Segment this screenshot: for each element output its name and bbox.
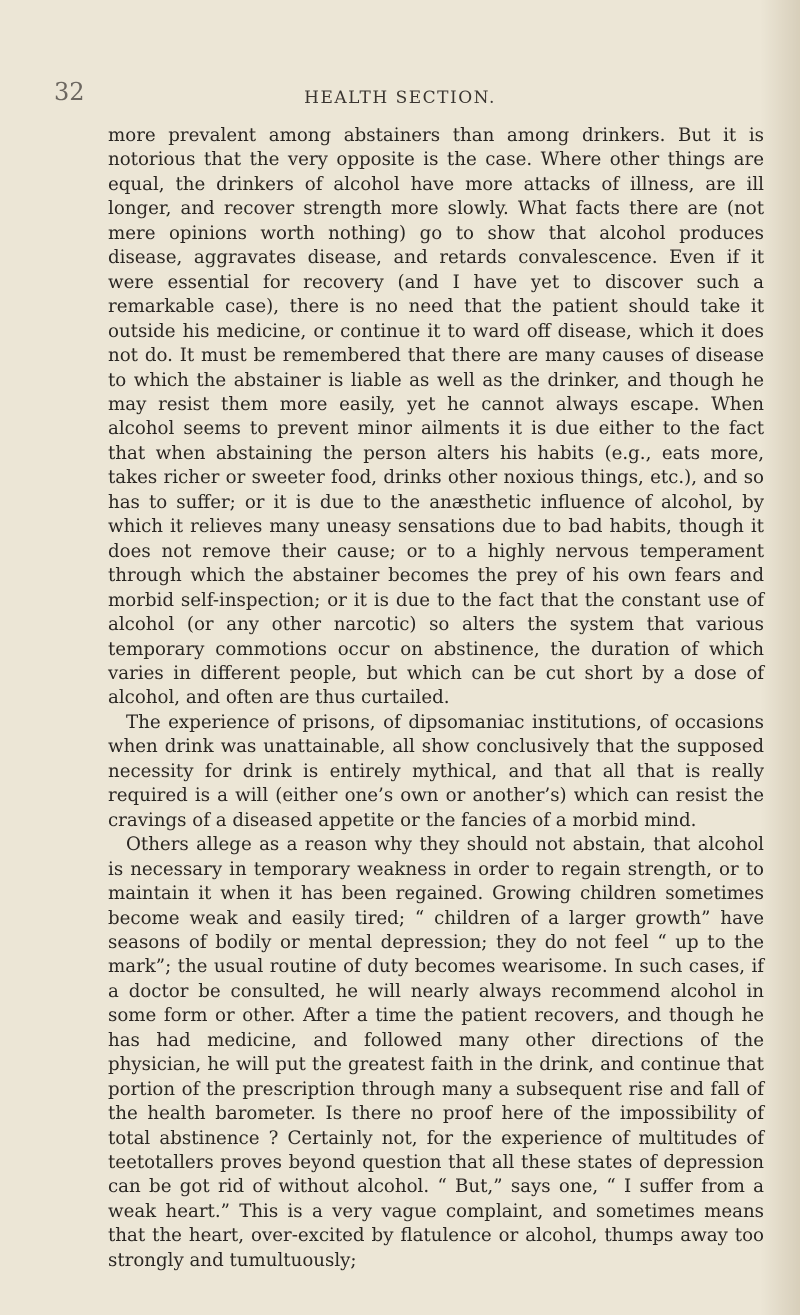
paragraph-3: Others allege as a reason why they should not abstain, that alcohol is necessary in temporary weakness in order to regain strength, or to maintain it when it has been regained. Growing children sometimes become weak and easily tired; “ children of a larger growth” have seasons of bodily or mental depression; they do not feel “ up to the mark”; the usual routine of duty becomes wearisome. In such cases, if a doctor be consulted, he will nearly always recommend alcohol in some form or other. After a time the patient recovers, and though he has had medicine, and followed many other directions of the physician, he will put the greatest faith in the drink, and continue that portion of the prescription through many a subsequent rise and fall of the health barometer. Is there no proof here of the impossibility of total abstinence ? Certainly not, for the experience of multitudes of teetotallers proves beyond question that all these states of depression can be got rid of without alcohol. “ But,” says one, “ I suffer from a weak heart.” This is a very vague complaint, and sometimes means that the heart, over-excited by flatulence or alcohol, thumps away too strongly and tumultuously; — [108, 834, 764, 1271]
paragraph-2: The experience of prisons, of dipsomaniac institutions, of occasions when drink was unattainable, all show conclusively that the supposed necessity for drink is entirely mythical, and that all that is really required is a will (either one’s own or another’s) which can resist the cravings of a diseased appetite or the fancies of a morbid mind. — [108, 711, 764, 831]
running-head: HEALTH SECTION. — [304, 88, 496, 108]
body-text — [108, 124, 764, 1273]
paragraph-1: more prevalent among abstainers than among drinkers. But it is notorious that the very opposite is the case. Where other things are equal, the drinkers of alcohol have more attacks of illness, are ill longer, and recover strength more slowly. What facts there are (not mere opinions worth nothing) go to show that alcohol produces disease, aggravates disease, and retards convalescence. Even if it were essential for recovery (and I have yet to discover such a remarkable case), there is no need that the patient should take it outside his medicine, or continue it to ward off disease, which it does not do. It must be remembered that there are many causes of disease to which the abstainer is liable as well as the drinker, and though he may resist them more easily, yet he cannot always escape. When alcohol seems to prevent minor ailments it is due either to the fact that when abstaining the person alters his habits (e.g., eats more, takes richer or sweeter food, drinks other noxious things, etc.), and so has to suffer; or it is due to the anæsthetic influence of alcohol, by which it relieves many uneasy sensations due to bad habits, though it does not remove their cause; or to a highly nervous temperament through which the abstainer becomes the prey of his own fears and morbid self-inspection; or it is due to the fact that the constant use of alcohol (or any other narcotic) so alters the system that various temporary commotions occur on abstinence, the duration of which varies in different people, but which can be cut short by a dose of alcohol, and often are thus curtailed. — [108, 125, 764, 709]
page-number: 32 — [54, 78, 85, 106]
